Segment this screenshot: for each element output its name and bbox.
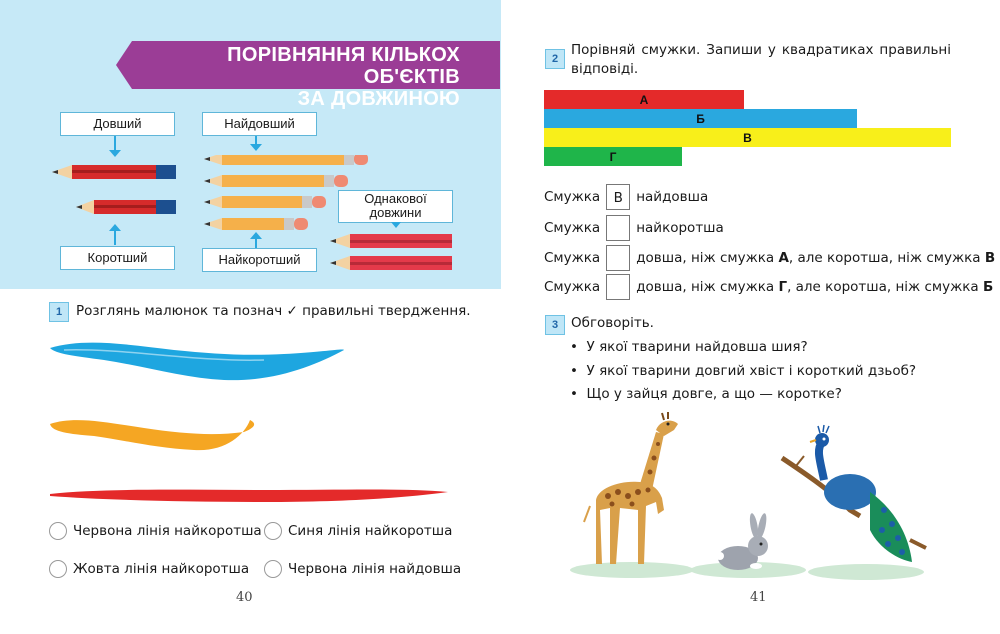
pencil-equal-1 — [330, 234, 452, 248]
banner-title-line1: ПОРІВНЯННЯ КІЛЬКОХ ОБ'ЄКТІВ — [227, 44, 460, 88]
pencil-orange-3 — [204, 196, 326, 208]
option-label: Синя лінія найкоротша — [288, 523, 453, 539]
option-label: Жовта лінія найкоротша — [73, 561, 250, 577]
strip-letter: А — [778, 250, 789, 266]
section-banner — [116, 41, 500, 110]
rabbit-illustration — [716, 513, 768, 570]
pencil-shortest — [204, 218, 308, 230]
answer-box[interactable] — [606, 274, 630, 300]
arrow-head-icon — [250, 144, 262, 151]
task-number-badge: 1 — [49, 302, 69, 322]
statement-row-4 — [544, 274, 993, 300]
statement-text — [636, 250, 995, 266]
statement-prefix: Смужка — [544, 250, 601, 266]
label-longer: Довший — [60, 112, 175, 136]
task2-line1: Порівняй смужки. Запиши у квадратиках правильні — [571, 42, 951, 58]
label-longest: Найдовший — [202, 112, 317, 136]
task-number-badge: 2 — [545, 49, 565, 69]
peacock-illustration — [782, 425, 926, 562]
statement-text — [636, 279, 993, 295]
pencil-longest — [204, 155, 368, 165]
discussion-bullet: • У якої тварини довгий хвіст і короткий дзьоб? — [570, 363, 917, 379]
statement-text-part: довша, ніж смужка — [636, 279, 779, 295]
strip-letter: Г — [778, 279, 788, 295]
strip-4: Г — [544, 147, 682, 166]
discussion-bullet: • У якої тварини найдовша шия? — [570, 339, 808, 355]
statement-text: найдовша — [636, 189, 709, 205]
pencil-orange-2 — [204, 175, 348, 187]
answer-box[interactable]: В — [606, 184, 630, 210]
strip-letter: Б — [982, 279, 994, 295]
option-red-longest[interactable] — [264, 560, 461, 578]
checkbox-circle[interactable] — [49, 560, 67, 578]
statement-text-part: , але коротша, ніж смужка — [787, 279, 983, 295]
strip-3: В — [544, 128, 951, 147]
pencil-longer — [52, 165, 176, 179]
strips-diagram — [544, 90, 951, 166]
checkbox-circle[interactable] — [264, 560, 282, 578]
checkbox-circle[interactable] — [264, 522, 282, 540]
banner-title-line2: ЗА ДОВЖИНОЮ — [297, 88, 460, 110]
pencil-equal-2 — [330, 256, 452, 270]
blue-brush-stroke — [50, 343, 344, 381]
statement-prefix: Смужка — [544, 220, 601, 236]
label-equal-line2: довжини — [369, 205, 422, 220]
giraffe-illustration — [584, 412, 678, 564]
yellow-brush-stroke — [50, 420, 254, 450]
animals-illustration — [560, 410, 940, 585]
task3-title: Обговоріть. — [571, 315, 654, 331]
page-number-left: 40 — [236, 590, 253, 605]
answer-box[interactable] — [606, 245, 630, 271]
strip-1: А — [544, 90, 744, 109]
option-red-shortest[interactable] — [49, 522, 262, 540]
bullet-text: У якої тварини довгий хвіст і короткий дзьоб? — [586, 363, 917, 379]
red-brush-stroke — [50, 490, 448, 503]
statement-row-3 — [544, 245, 995, 271]
banner-title — [130, 44, 460, 110]
bullet-text: Що у зайця довге, а що — коротке? — [586, 386, 842, 402]
option-label: Червона лінія найкоротша — [73, 523, 262, 539]
checkbox-circle[interactable] — [49, 522, 67, 540]
label-shorter: Коротший — [60, 246, 175, 270]
statement-text-part: довша, ніж смужка — [636, 250, 779, 266]
statement-row-2 — [544, 215, 724, 241]
strip-letter: В — [984, 250, 996, 266]
strip-2: Б — [544, 109, 857, 128]
brush-strokes — [44, 336, 464, 516]
statement-text: найкоротша — [636, 220, 724, 236]
answer-box[interactable] — [606, 215, 630, 241]
task2-line2: відповіді. — [571, 61, 639, 77]
task-number-badge: 3 — [545, 315, 565, 335]
statement-text-part: , але коротша, ніж смужка — [788, 250, 985, 266]
statement-row-1 — [544, 184, 708, 210]
page-number-right: 41 — [750, 590, 767, 605]
bullet-text: У якої тварини найдовша шия? — [586, 339, 808, 355]
pencils-illustration — [44, 155, 464, 275]
pencil-shorter — [76, 200, 176, 214]
option-blue-shortest[interactable] — [264, 522, 452, 540]
label-equal-line1: Однакової — [364, 191, 427, 206]
discussion-bullet: • Що у зайця довге, а що — коротке? — [570, 386, 842, 402]
statement-prefix: Смужка — [544, 189, 601, 205]
option-yellow-shortest[interactable] — [49, 560, 249, 578]
option-label: Червона лінія найдовша — [288, 561, 462, 577]
label-shortest: Найкоротший — [202, 248, 317, 272]
statement-prefix: Смужка — [544, 279, 601, 295]
task2-instruction — [571, 41, 951, 79]
task1-instruction: Розглянь малюнок та познач ✓ правильні твердження. — [76, 303, 471, 319]
